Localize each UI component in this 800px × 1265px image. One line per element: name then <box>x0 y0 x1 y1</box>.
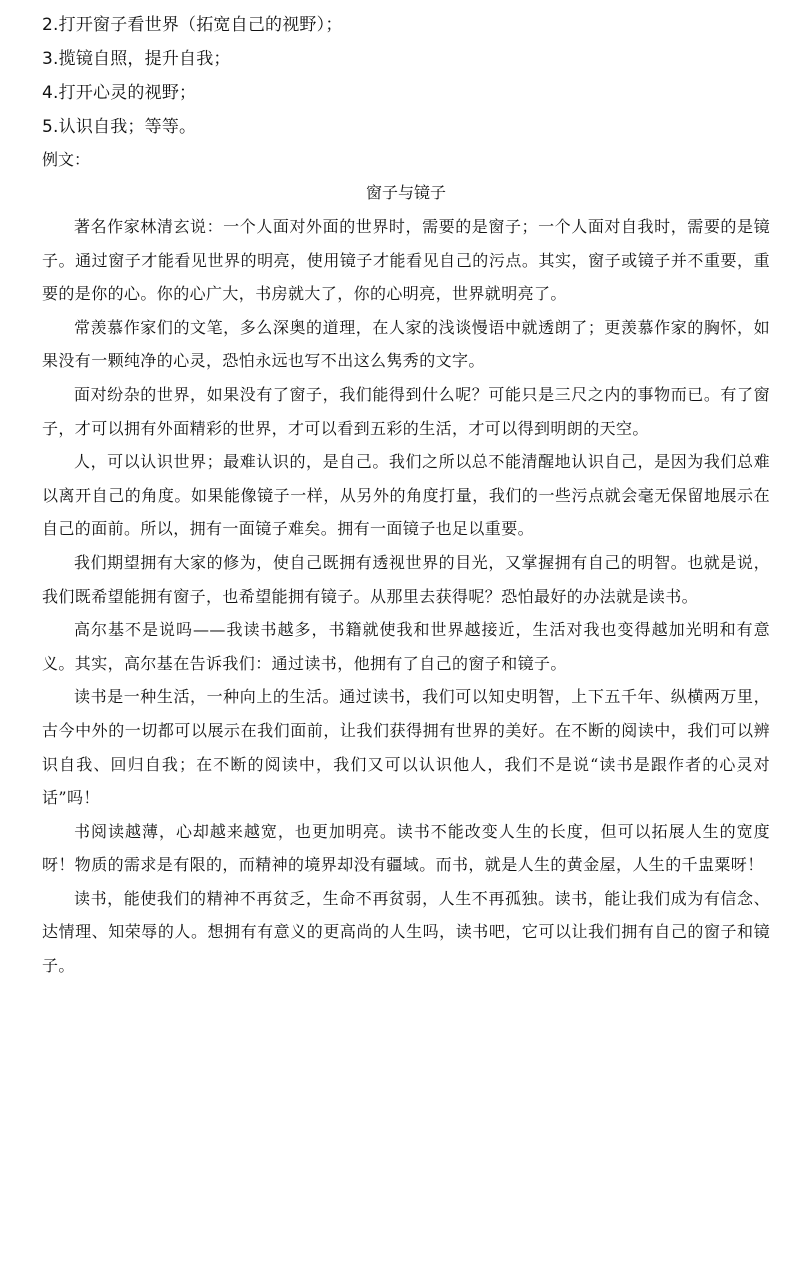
essay-paragraph: 读书，能使我们的精神不再贫乏，生命不再贫弱，人生不再孤独。读书，能让我们成为有信念、达情理、知荣辱的人。想拥有有意义的更高尚的人生吗，读书吧，它可以让我们拥有自己的窗子和镜子。 <box>42 888 770 976</box>
essay-paragraph: 常羡慕作家们的文笔，多么深奥的道理，在人家的浅谈慢语中就透朗了；更羡慕作家的胸怀，如果没有一颗纯净的心灵，恐怕永远也写不出这么隽秀的文字。 <box>42 317 770 371</box>
list-item: 4.打开心灵的视野； <box>42 83 197 103</box>
essay-paragraph: 我们期望拥有大家的修为，使自己既拥有透视世界的目光，又掌握拥有自己的明智。也就是说，我们既希望能拥有窗子，也希望能拥有镜子。从那里去获得呢？恐怕最好的办法就是读书。 <box>42 552 770 606</box>
essay-paragraph: 人，可以认识世界；最难认识的，是自己。我们之所以总不能清醒地认识自己，是因为我们总难以离开自己的角度。如果能像镜子一样，从另外的角度打量，我们的一些污点就会毫无保留地展示在自己的面前。所以，拥有一面镜子难矣。拥有一面镜子也足以重要。 <box>42 452 770 539</box>
essay-paragraph: 读书是一种生活，一种向上的生活。通过读书，我们可以知史明智，上下五千年、纵横两万里，古今中外的一切都可以展示在我们面前，让我们获得拥有世界的美好。在不断的阅读中，我们可以辨识自我、回归自我；在不断的阅读中，我们又可以认识他人，我们不是说“读书是跟作者的心灵对话”吗！ <box>42 687 770 808</box>
list-item: 5.认识自我；等等。 <box>42 117 197 137</box>
essay-paragraph: 高尔基不是说吗——我读书越多，书籍就使我和世界越接近，生活对我也变得越加光明和有意义。其实，高尔基在告诉我们：通过读书，他拥有了自己的窗子和镜子。 <box>42 620 770 673</box>
essay-paragraph: 著名作家林清玄说：一个人面对外面的世界时，需要的是窗子；一个人面对自我时，需要的是镜子。通过窗子才能看见世界的明亮，使用镜子才能看见自己的污点。其实，窗子或镜子并不重要，重要的是你的心。你的心广大，书房就大了，你的心明亮，世界就明亮了。 <box>42 217 770 304</box>
outline-list <box>42 8 770 144</box>
essay-paragraph: 书阅读越薄，心却越来越宽，也更加明亮。读书不能改变人生的长度，但可以拓展人生的宽度呀！物质的需求是有限的，而精神的境界却没有疆域。而书，就是人生的黄金屋，人生的千盅粟呀！ <box>42 821 770 875</box>
essay-title: 窗子与镜子 <box>365 183 446 202</box>
essay-paragraph: 面对纷杂的世界，如果没有了窗子，我们能得到什么呢？可能只是三尺之内的事物而已。有了窗子，才可以拥有外面精彩的世界，才可以看到五彩的生活，才可以得到明朗的天空。 <box>42 384 770 438</box>
list-item: 2.打开窗子看世界（拓宽自己的视野）； <box>42 15 343 35</box>
essay-body <box>42 210 770 983</box>
example-label: 例文： <box>42 150 91 169</box>
list-item: 3.揽镜自照，提升自我； <box>42 49 231 69</box>
